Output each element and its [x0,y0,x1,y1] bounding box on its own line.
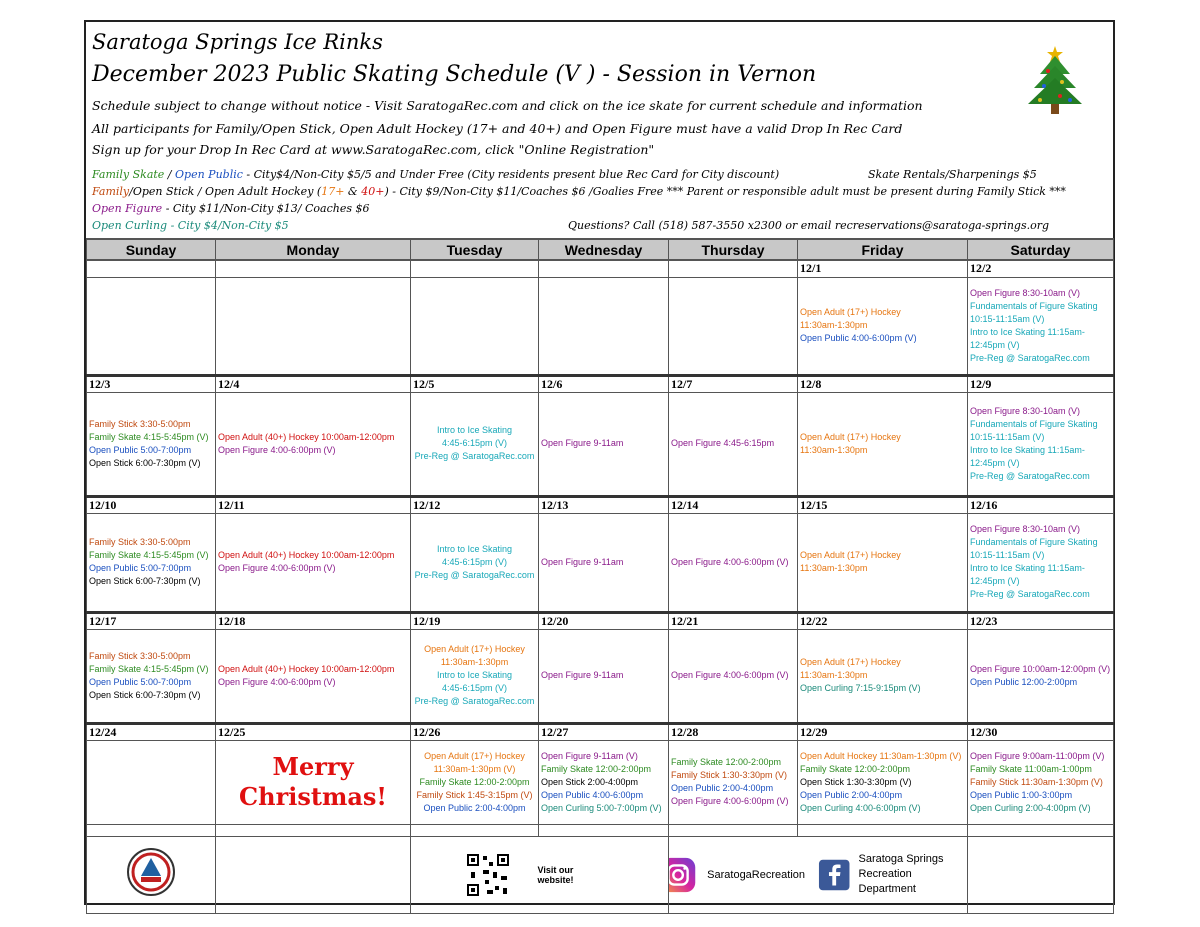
day-events-thursday [669,629,798,723]
date-cell-saturday: 12/2 [968,260,1114,277]
day-events-tuesday [411,629,539,723]
date-cell-monday: 12/4 [216,375,411,392]
questions-contact: Questions? Call (518) 587-3550 x2300 or email recreservations@saratoga-springs.org [568,219,1050,232]
day-header-sunday: Sunday [87,239,216,260]
day-events-saturday [968,629,1114,723]
schedule-sheet [84,20,1115,905]
event-entry: Open Figure 4:00-6:00pm (V) [671,796,789,806]
website-qr-cell [411,836,669,913]
day-events-tuesday [411,513,539,612]
date-cell-friday: 12/1 [798,260,968,277]
date-cell-wednesday: 12/13 [539,496,669,513]
family-stick-label: Family [92,185,130,198]
day-events-saturday [968,277,1114,375]
events-row [87,513,1114,612]
open-figure-label: Open Figure [92,202,163,215]
event-entry: Open Figure 8:30-10am (V) [970,405,1081,416]
event-entry: 4:45-6:15pm (V) [441,556,508,567]
event-entry: Open Public 1:00-3:00pm [970,789,1073,800]
day-events-tuesday [411,392,539,496]
date-cell-tuesday [411,260,539,277]
stick-hockey-price: ) - City $9/Non-City $11/Coaches $6 /Goalies Free *** Parent or responsible adult must be present during Family Stick *** [384,185,1066,198]
day-events-sunday [87,513,216,612]
event-entry: Intro to Ice Skating 11:15am- [970,563,1085,573]
date-cell-thursday: 12/28 [669,723,798,740]
event-entry: Pre-Reg @ SaratogaRec.com [970,352,1090,363]
instagram-handle[interactable]: SaratogaRecreation [707,868,805,881]
day-events-monday [216,513,411,612]
event-entry: Intro to Ice Skating [436,425,513,435]
event-entry: Open Public 2:00-4:00pm [423,802,526,813]
separator: / [164,168,176,181]
event-entry: Open Public 2:00-4:00pm [800,789,903,800]
event-entry: Intro to Ice Skating [436,543,513,554]
day-header-tuesday: Tuesday [411,239,539,260]
event-entry: 10:15-11:15am (V) [970,431,1045,442]
date-cell-sunday: 12/3 [87,375,216,392]
date-cell-tuesday: 12/19 [411,612,539,629]
day-events-wednesday [539,392,669,496]
date-cell-sunday [87,260,216,277]
event-entry: Intro to Ice Skating 11:15am- [970,444,1085,455]
event-entry: Family Skate 12:00-2:00pm [671,757,782,767]
date-cell-monday: 12/11 [216,496,411,513]
visit-website-text: Visit our website! [537,864,574,885]
event-entry: Pre-Reg @ SaratogaRec.com [414,696,535,706]
adult-17-label: 17+ [321,185,345,198]
event-entry: 10:15-11:15am (V) [970,313,1045,324]
rink-title: Saratoga Springs Ice Rinks [92,30,383,54]
date-cell-tuesday: 12/12 [411,496,539,513]
footer-blank-cell-2 [968,836,1114,913]
event-entry: Family Stick 3:30-5:00pm [89,650,191,661]
day-events-wednesday [539,629,669,723]
day-events-thursday [669,392,798,496]
spacer-cell [798,824,968,836]
day-events-friday [798,392,968,496]
schedule-header [86,22,1113,238]
event-entry: Open Adult Hockey 11:30am-1:30pm (V) [800,750,962,761]
website-qr-code-icon[interactable] [465,852,511,898]
event-entry: Open Curling 5:00-7:00pm (V) [541,802,662,813]
event-entry: Open Stick 6:00-7:30pm (V) [89,457,201,468]
event-entry: Open Curling 2:00-4:00pm (V) [970,802,1091,813]
date-cell-sunday: 12/17 [87,612,216,629]
change-notice: Schedule subject to change without notice - Visit SaratogaRec.com and click on the ice skate for current schedule and information [92,98,923,113]
event-entry: Fundamentals of Figure Skating [970,300,1098,311]
event-entry: Family Skate 12:00-2:00pm [800,763,911,774]
merry-christmas-line1: Merry [272,752,354,781]
merry-christmas-line2: Christmas! [239,782,387,811]
date-cell-wednesday: 12/20 [539,612,669,629]
day-events-thursday [669,740,798,824]
event-entry: Open Figure 4:00-6:00pm (V) [671,556,789,567]
event-entry: Open Figure 4:00-6:00pm (V) [218,676,336,687]
event-entry: Open Public 5:00-7:00pm [89,563,192,573]
event-entry: 12:45pm (V) [970,576,1020,586]
date-cell-monday: 12/18 [216,612,411,629]
stick-hockey-text: /Open Stick / Open Adult Hockey ( [129,185,322,198]
day-events-friday [798,629,968,723]
spacer-cell [216,824,411,836]
event-entry: Open Figure 9:00am-11:00pm (V) [970,750,1105,761]
events-row [87,277,1114,375]
spacer-cell [411,824,539,836]
event-entry: Open Curling 4:00-6:00pm (V) [800,802,921,813]
event-entry: Open Figure 10:00am-12:00pm (V) [970,663,1111,674]
date-row [87,612,1114,629]
event-entry: Family Skate 12:00-2:00pm [541,763,652,774]
event-entry: Open Figure 9-11am (V) [541,750,638,761]
event-entry: Open Adult (17+) Hockey [800,307,901,317]
ampersand: & [344,185,362,198]
event-entry: 12:45pm (V) [970,339,1020,350]
day-header-friday: Friday [798,239,968,260]
event-entry: Fundamentals of Figure Skating [970,418,1098,429]
date-cell-sunday: 12/24 [87,723,216,740]
day-events-thursday [669,513,798,612]
date-row [87,375,1114,392]
date-cell-thursday: 12/21 [669,612,798,629]
event-entry: Open Public 4:00-6:00pm (V) [800,333,917,343]
date-cell-saturday: 12/30 [968,723,1114,740]
day-events-saturday [968,513,1114,612]
event-entry: 11:30am-1:30pm [800,320,868,330]
event-entry: Open Public 12:00-2:00pm [970,676,1078,687]
day-events-monday [216,392,411,496]
event-entry: Intro to Ice Skating [436,670,513,680]
event-entry: Family Stick 3:30-5:00pm [89,418,191,429]
day-events-friday [798,740,968,824]
family-skate-label: Family Skate [92,168,165,181]
event-entry: Fundamentals of Figure Skating [970,537,1098,547]
day-events-tuesday [411,277,539,375]
signup-notice: Sign up for your Drop In Rec Card at www.SaratogaRec.com, click "Online Registration" [92,142,655,157]
day-events-sunday [87,740,216,824]
adult-40-label: 40+ [361,185,385,198]
event-entry: Open Public 5:00-7:00pm [89,444,192,455]
event-entry: 11:30am-1:30pm [440,657,509,667]
day-events-wednesday [539,277,669,375]
open-public-label: Open Public [175,168,243,181]
facebook-line-2: Recreation Department [858,868,916,895]
day-header-wednesday: Wednesday [539,239,669,260]
event-entry: Open Adult (17+) Hockey [800,550,901,560]
date-cell-wednesday [539,260,669,277]
figure-price: - City $11/Non-City $13/ Coaches $6 [162,202,370,215]
event-entry: Family Stick 3:30-5:00pm [89,537,191,547]
spacer-cell [669,824,798,836]
event-entry: 11:30am-1:30pm [800,670,868,680]
stick-hockey-pricing [92,185,1066,198]
event-entry: Open Figure 9-11am [541,556,624,567]
event-entry: Open Figure 8:30-10am (V) [970,287,1081,298]
day-events-friday [798,513,968,612]
date-cell-thursday: 12/14 [669,496,798,513]
event-entry: Family Stick 11:30am-1:30pm (V) [970,776,1103,787]
event-entry: Pre-Reg @ SaratogaRec.com [414,451,535,461]
events-row [87,392,1114,496]
day-events-sunday [87,277,216,375]
event-entry: Open Figure 4:00-6:00pm (V) [218,563,336,573]
rec-card-notice: All participants for Family/Open Stick, Open Adult Hockey (17+ and 40+) and Open Figure must have a valid Drop In Rec Card [92,121,903,136]
day-events-monday [216,740,411,824]
event-entry: Open Adult (40+) Hockey 10:00am-12:00pm [218,663,395,674]
footer-row [87,836,1114,913]
event-entry: 11:30am-1:30pm [800,563,868,573]
day-events-monday [216,277,411,375]
event-entry: 4:45-6:15pm (V) [441,438,508,448]
date-cell-friday: 12/29 [798,723,968,740]
date-cell-friday: 12/8 [798,375,968,392]
events-row [87,740,1114,824]
spacer-cell [539,824,669,836]
curling-pricing: Open Curling - City $4/Non-City $5 [92,219,289,232]
event-entry: Family Skate 12:00-2:00pm [419,776,530,787]
facebook-page-name[interactable] [859,852,967,897]
date-cell-monday: 12/25 [216,723,411,740]
day-events-wednesday [539,740,669,824]
facebook-line-1: Saratoga Springs [858,853,944,865]
event-entry: Open Figure 9-11am [541,438,624,448]
spacer-cell [968,824,1114,836]
date-row [87,260,1114,277]
event-entry: Open Figure 4:00-6:00pm (V) [218,444,336,455]
day-events-thursday [669,277,798,375]
date-cell-thursday: 12/7 [669,375,798,392]
rec-logo-cell [87,836,216,913]
event-entry: Open Public 4:00-6:00pm [541,789,644,800]
date-row [87,723,1114,740]
event-entry: Family Skate 4:15-5:45pm (V) [89,550,209,560]
rentals-price: Skate Rentals/Sharpenings $5 [868,168,1037,181]
date-cell-monday [216,260,411,277]
event-entry: Family Skate 11:00am-1:00pm [970,763,1092,774]
date-cell-saturday: 12/16 [968,496,1114,513]
date-cell-thursday [669,260,798,277]
event-entry: Pre-Reg @ SaratogaRec.com [970,589,1090,599]
calendar-body [87,260,1114,836]
event-entry: Family Stick 1:30-3:30pm (V) [671,770,788,780]
weekday-header-row [87,239,1114,260]
day-events-sunday [87,629,216,723]
event-entry: Open Figure 4:45-6:15pm [671,438,775,448]
event-entry: Open Public 5:00-7:00pm [89,676,192,687]
spacer-row [87,824,1114,836]
date-cell-wednesday: 12/27 [539,723,669,740]
events-row [87,629,1114,723]
date-row [87,496,1114,513]
day-events-sunday [87,392,216,496]
date-cell-tuesday: 12/26 [411,723,539,740]
event-entry: Open Figure 9-11am [541,670,624,680]
event-entry: Open Adult (40+) Hockey 10:00am-12:00pm [218,550,395,560]
day-header-monday: Monday [216,239,411,260]
family-public-pricing [92,168,779,181]
figure-pricing [92,202,369,215]
rec-department-logo-icon [125,846,177,898]
event-entry: Open Stick 2:00-4:00pm [541,776,639,787]
event-entry: 10:15-11:15am (V) [970,550,1045,560]
event-entry: Open Stick 6:00-7:30pm (V) [89,576,201,586]
date-cell-friday: 12/15 [798,496,968,513]
event-entry: Open Adult (17+) Hockey [800,657,901,667]
day-events-friday [798,277,968,375]
footer-blank-cell [216,836,411,913]
event-entry: Open Adult (17+) Hockey [800,431,901,442]
event-entry: 12:45pm (V) [970,457,1020,468]
event-entry: Open Adult (40+) Hockey 10:00am-12:00pm [218,431,395,442]
event-entry: Open Curling 7:15-9:15pm (V) [800,683,921,693]
christmas-tree-icon [1020,42,1090,118]
schedule-title: December 2023 Public Skating Schedule (V ) - Session in Vernon [92,62,817,87]
event-entry: Open Figure 4:00-6:00pm (V) [671,670,789,680]
event-entry: Open Adult (17+) Hockey [424,644,525,654]
day-events-tuesday [411,740,539,824]
event-entry: 11:30am-1:30pm (V) [433,763,516,774]
date-cell-saturday: 12/23 [968,612,1114,629]
event-entry: Family Skate 4:15-5:45pm (V) [89,663,209,674]
day-header-thursday: Thursday [669,239,798,260]
day-header-saturday: Saturday [968,239,1114,260]
event-entry: 11:30am-1:30pm [800,444,868,455]
date-cell-friday: 12/22 [798,612,968,629]
day-events-saturday [968,392,1114,496]
calendar-table [86,238,1114,914]
event-entry: Open Figure 8:30-10am (V) [970,524,1081,534]
event-entry: Pre-Reg @ SaratogaRec.com [414,569,535,580]
date-cell-saturday: 12/9 [968,375,1114,392]
event-entry: Intro to Ice Skating 11:15am- [970,326,1085,337]
event-entry: 4:45-6:15pm (V) [441,683,508,693]
date-cell-wednesday: 12/6 [539,375,669,392]
date-cell-sunday: 12/10 [87,496,216,513]
instagram-icon[interactable] [669,855,698,895]
day-events-wednesday [539,513,669,612]
family-public-price: - City$4/Non-City $5/5 and Under Free (City residents present blue Rec Card for City discount) [242,168,780,181]
date-cell-tuesday: 12/5 [411,375,539,392]
spacer-cell [87,824,216,836]
event-entry: Family Stick 1:45-3:15pm (V) [416,789,533,800]
event-entry: Open Public 2:00-4:00pm [671,783,774,793]
event-entry: Pre-Reg @ SaratogaRec.com [970,470,1090,481]
event-entry: Open Stick 1:30-3:30pm (V) [800,776,912,787]
social-cell [669,836,968,913]
day-events-monday [216,629,411,723]
event-entry: Open Adult (17+) Hockey [424,750,525,761]
facebook-icon[interactable] [818,858,850,892]
day-events-saturday [968,740,1114,824]
event-entry: Open Stick 6:00-7:30pm (V) [89,689,201,700]
event-entry: Family Skate 4:15-5:45pm (V) [89,431,209,442]
